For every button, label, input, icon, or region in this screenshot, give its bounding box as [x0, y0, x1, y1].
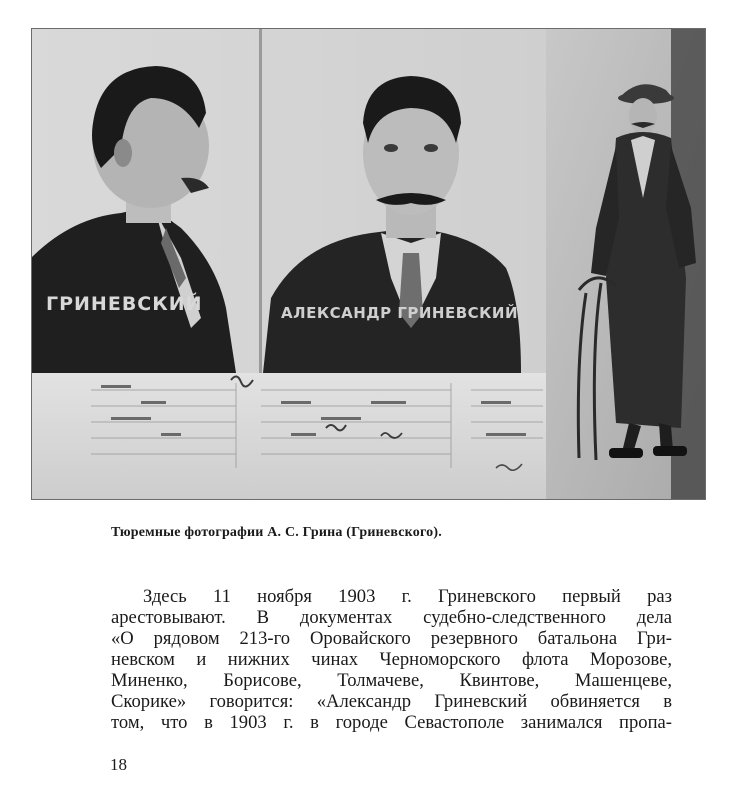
- body-line: том, что в 1903 г. в городе Севастополе занимался пропа-: [111, 712, 672, 733]
- body-line: Скорике» говорится: «Александр Гриневский обвиняется в: [111, 691, 672, 712]
- body-line: Миненко, Борисове, Толмачеве, Квинтове, Машенцеве,: [111, 670, 672, 691]
- photo-composite: [31, 28, 706, 500]
- record-card: [31, 373, 546, 500]
- profile-plate-label: ГРИНЕВСКИЙ: [46, 293, 203, 315]
- body-line: Здесь 11 ноября 1903 г. Гриневского первый раз: [143, 586, 672, 607]
- photo-caption: Тюремные фотографии А. С. Грина (Гриневского).: [111, 525, 442, 540]
- frontal-plate-label: АЛЕКСАНДР ГРИНЕВСКИЙ: [281, 304, 519, 322]
- page-number: 18: [110, 755, 127, 774]
- body-text: [111, 586, 672, 733]
- body-line: невском и нижних чинах Черноморского флота Морозове,: [111, 649, 672, 670]
- body-line: арестовывают. В документах судебно-следственного дела: [111, 607, 672, 628]
- body-line: «О рядовом 213-го Оровайского резервного батальона Гри-: [111, 628, 672, 649]
- prison-photographs: [31, 28, 706, 500]
